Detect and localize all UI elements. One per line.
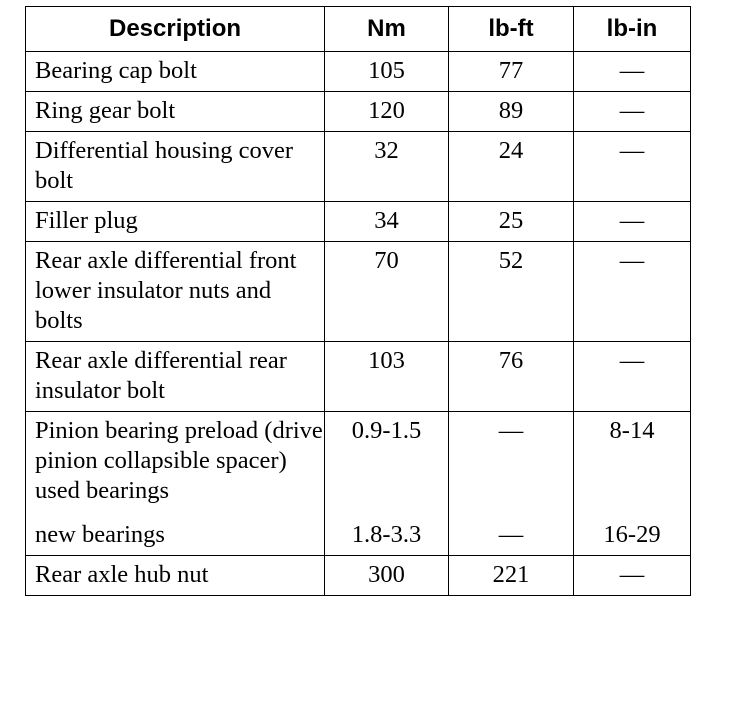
table-row — [26, 556, 691, 596]
lb-ft-cell: 76 — [449, 342, 574, 412]
nm-cell: 32 — [325, 132, 449, 202]
table-row — [26, 52, 691, 92]
column-header-lb-in: lb-in — [574, 7, 691, 52]
table-row — [26, 342, 691, 412]
lb-ft-cell: 52 — [449, 242, 574, 342]
lb-in-cell: 16-29 — [574, 506, 691, 556]
description-cell: new bearings — [26, 506, 325, 556]
description-cell: Rear axle hub nut — [26, 556, 325, 596]
nm-cell: 0.9-1.5 — [325, 412, 449, 507]
lb-in-cell: — — [574, 52, 691, 92]
lb-ft-cell: — — [449, 412, 574, 507]
description-cell: Pinion bearing preload (drive pinion collapsible spacer) used bearings — [26, 412, 325, 507]
description-cell: Rear axle differential front lower insulator nuts and bolts — [26, 242, 325, 342]
lb-in-cell: — — [574, 132, 691, 202]
nm-cell: 120 — [325, 92, 449, 132]
nm-cell: 300 — [325, 556, 449, 596]
description-cell: Rear axle differential rear insulator bolt — [26, 342, 325, 412]
lb-ft-cell: 89 — [449, 92, 574, 132]
lb-in-cell: — — [574, 202, 691, 242]
lb-in-cell: — — [574, 92, 691, 132]
table-row — [26, 202, 691, 242]
table-row — [26, 92, 691, 132]
column-header-nm: Nm — [325, 7, 449, 52]
nm-cell: 105 — [325, 52, 449, 92]
description-cell: Filler plug — [26, 202, 325, 242]
header-row — [26, 7, 691, 52]
description-cell: Differential housing cover bolt — [26, 132, 325, 202]
lb-in-cell: — — [574, 242, 691, 342]
nm-cell: 1.8-3.3 — [325, 506, 449, 556]
table-row — [26, 242, 691, 342]
table-row — [26, 412, 691, 507]
lb-ft-cell: 25 — [449, 202, 574, 242]
table-row — [26, 506, 691, 556]
lb-ft-cell: 24 — [449, 132, 574, 202]
nm-cell: 103 — [325, 342, 449, 412]
description-cell: Bearing cap bolt — [26, 52, 325, 92]
column-header-description: Description — [26, 7, 325, 52]
nm-cell: 34 — [325, 202, 449, 242]
lb-in-cell: — — [574, 342, 691, 412]
lb-in-cell: 8-14 — [574, 412, 691, 507]
torque-specifications-table — [25, 6, 691, 596]
description-cell: Ring gear bolt — [26, 92, 325, 132]
nm-cell: 70 — [325, 242, 449, 342]
lb-ft-cell: — — [449, 506, 574, 556]
column-header-lb-ft: lb-ft — [449, 7, 574, 52]
lb-in-cell: — — [574, 556, 691, 596]
lb-ft-cell: 77 — [449, 52, 574, 92]
lb-ft-cell: 221 — [449, 556, 574, 596]
table-row — [26, 132, 691, 202]
